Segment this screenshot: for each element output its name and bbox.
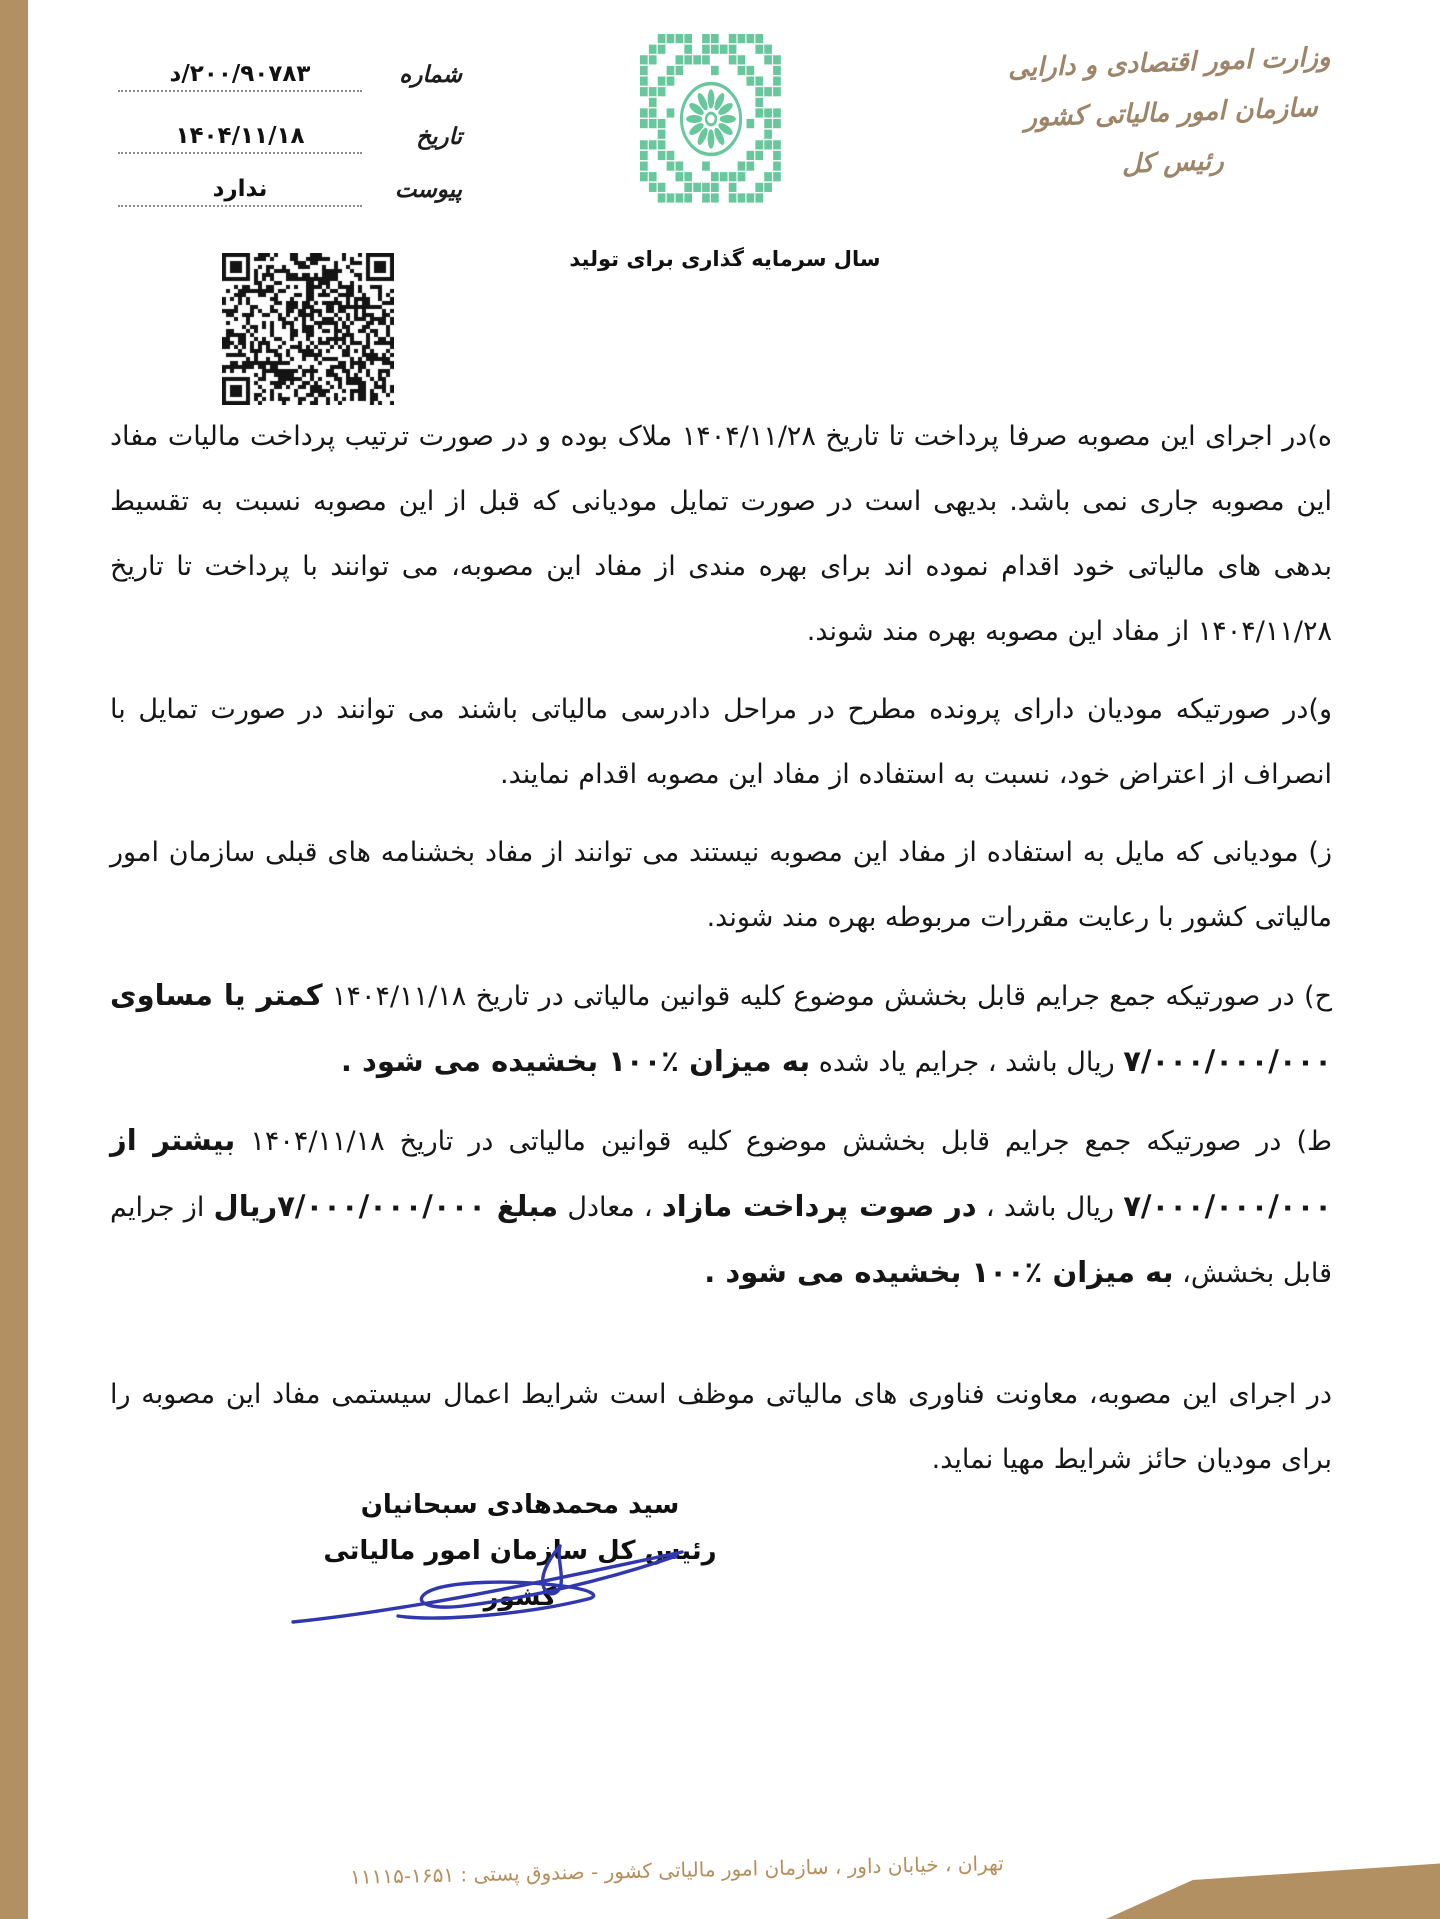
letter-date-value: ۱۴۰۴/۱۱/۱۸ — [118, 123, 362, 154]
letter-attachment-label: پیوست — [394, 177, 462, 203]
paragraph-bold-segment: به میزان ٪۱۰۰ بخشیده می شود . — [340, 1044, 811, 1078]
footer-address: تهران ، خیابان داور ، سازمان امور مالیاتی کشور - صندوق پستی : ۱۶۵۱-۱۱۱۱۵ — [349, 1851, 1005, 1889]
paragraph-final — [110, 1362, 1332, 1492]
paragraph-bold-segment: مبلغ ۷/۰۰۰/۰۰۰/۰۰۰ریال — [213, 1189, 559, 1223]
handwritten-signature — [278, 1536, 702, 1634]
letter-date-row — [118, 108, 466, 154]
paragraph-segment: ریال باشد ، جرایم یاد شده — [810, 1047, 1124, 1078]
letter-number-value: ۲۰۰/۹۰۷۸۳/د — [118, 61, 362, 92]
paragraph-vav — [110, 677, 1332, 807]
letter-number-label: شماره — [399, 62, 462, 88]
paragraph-segment: ز) مودیانی که مایل به استفاده از مفاد این مصوبه نیستند می توانند از مفاد بخشنامه های قبلی سازمان امور مالیاتی کشور با رعایت مقررات مربوطه بهره مند شوند. — [110, 837, 1332, 933]
tax-organization-emblem-icon — [640, 34, 782, 204]
paragraph-ze — [110, 820, 1332, 950]
signer-title: رئیس کل سازمان امور مالیاتی کشور — [323, 1536, 717, 1612]
paragraph-segment: ط) در صورتیکه جمع جرایم قابل بخشش موضوع کلیه قوانین مالیاتی در تاریخ ۱۴۰۴/۱۱/۱۸ — [235, 1126, 1332, 1157]
ministry-line: وزارت امور اقتصادی و دارایی — [1007, 42, 1332, 84]
scan-edge-left — [0, 0, 28, 1919]
paragraph-bold-segment: به میزان ٪۱۰۰ بخشیده می شود . — [704, 1255, 1174, 1289]
signer-name: سید محمدهادی سبحانیان — [360, 1490, 680, 1520]
paragraph-he — [110, 404, 1332, 664]
qr-code — [222, 253, 394, 405]
paragraph-bold-segment: بیشتر از ۷/۰۰۰/۰۰۰/۰۰۰ — [110, 1123, 1332, 1223]
paragraph-segment: ریال باشد ، — [976, 1192, 1124, 1223]
paragraph-bold-segment: کمتر یا مساوی ۷/۰۰۰/۰۰۰/۰۰۰ — [110, 978, 1332, 1078]
paragraph-he2 — [110, 963, 1332, 1095]
letter-date-label: تاریخ — [416, 124, 462, 150]
letter-attachment-value: ندارد — [118, 176, 362, 207]
paragraph-segment: ح) در صورتیکه جمع جرایم قابل بخشش موضوع کلیه قوانین مالیاتی در تاریخ ۱۴۰۴/۱۱/۱۸ — [322, 981, 1333, 1012]
paragraph-bold-segment: در صوت پرداخت مازاد — [661, 1189, 977, 1223]
emblem-svg — [640, 34, 782, 204]
letter-number-row — [118, 46, 466, 92]
paragraph-segment: از جرایم قابل بخشش، — [110, 1192, 1332, 1289]
organization-line: سازمان امور مالیاتی کشور — [1023, 92, 1319, 134]
chief-line: رئیس کل — [1121, 146, 1225, 180]
paragraph-segment: و)در صورتیکه مودیان دارای پرونده مطرح در مراحل دادرسی مالیاتی باشند می توانند در صورت تمایل با انصراف از اعتراض خود، نسبت به استفاده از مفاد این مصوبه اقدام نمایند. — [110, 694, 1332, 790]
paragraph-segment: ، معادل — [558, 1192, 662, 1223]
year-slogan: سال سرمایه گذاری برای تولید — [569, 247, 881, 271]
paragraph-ta — [110, 1108, 1332, 1306]
organization-calligraphy — [943, 30, 1400, 196]
letter-body — [110, 404, 1332, 1505]
scan-edge-bottom-right — [1106, 1856, 1440, 1919]
paragraph-segment: در اجرای این مصوبه، معاونت فناوری های مالیاتی موظف است شرایط اعمال سیستمی مفاد این مصوبه را برای مودیان حائز شرایط مهیا نماید. — [110, 1379, 1332, 1475]
paragraph-segment: ه)در اجرای این مصوبه صرفا پرداخت تا تاریخ ۱۴۰۴/۱۱/۲۸ ملاک بوده و در صورت ترتیب پرداخت مالیات مفاد این مصوبه جاری نمی باشد. بدیهی است در صورت تمایل مودیانی که قبل از این مصوبه نسبت به تقسیط بدهی های مالیاتی خود اقدام نموده اند برای بهره مندی از مفاد این مصوبه، می توانند با پرداخت تا تاریخ ۱۴۰۴/۱۱/۲۸ از مفاد این مصوبه بهره مند شوند. — [110, 421, 1332, 647]
letter-attachment-row — [118, 161, 466, 207]
